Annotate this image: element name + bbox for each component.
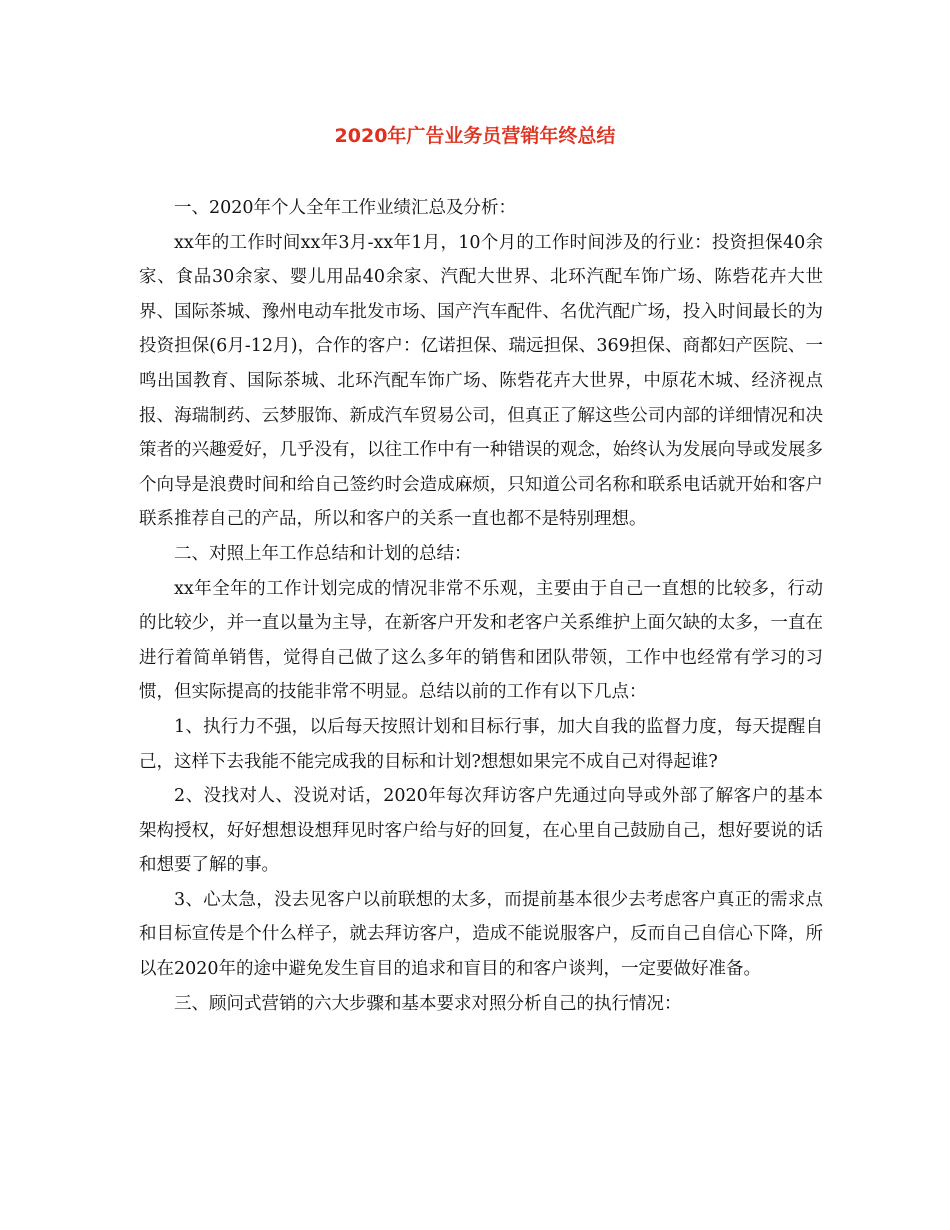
list-item: 2、没找对人、没说对话，2020年每次拜访客户先通过向导或外部了解客户的基本架构授权，好好想想设想拜见时客户给与好的回复，在心里自己鼓励自己，想好要说的话和想要了解的事。 xyxy=(139,786,823,876)
document-title: 2020年广告业务员营销年终总结 xyxy=(334,125,616,147)
document-body xyxy=(139,191,823,1021)
list-item: 1、执行力不强，以后每天按照计划和目标行事，加大自我的监督力度，每天提醒自己，这样下去我能不能完成我的目标和计划?想想如果完不成自己对得起谁? xyxy=(139,716,823,772)
section-heading-3: 三、顾问式营销的六大步骤和基本要求对照分析自己的执行情况： xyxy=(174,993,682,1014)
paragraph: xx年的工作时间xx年3月-xx年1月，10个月的工作时间涉及的行业：投资担保40余家、食品30余家、婴儿用品40余家、汽配大世界、北环汽配车饰广场、陈砦花卉大世界、国际茶城、豫州电动车批发市场、国产汽车配件、名优汽配广场，投入时间最长的为投资担保(6月-12月)，合作的客户：亿诺担保、瑞远担保、369担保、商都妇产医院、一鸣出国教育、国际茶城、北环汽配车饰广场、陈砦花卉大世界，中原花木城、经济视点报、海瑞制药、云梦服饰、新成汽车贸易公司，但真正了解这些公司内部的详细情况和决策者的兴趣爱好，几乎没有，以往工作中有一种错误的观念，始终认为发展向导或发展多个向导是浪费时间和给自己签约时会造成麻烦，只知道公司名称和联系电话就开始和客户联系推荐自己的产品，所以和客户的关系一直也都不是特别理想。 xyxy=(139,232,823,530)
paragraph: xx年全年的工作计划完成的情况非常不乐观，主要由于自己一直想的比较多，行动的比较少，并一直以量为主导，在新客户开发和老客户关系维护上面欠缺的太多，一直在进行着简单销售，觉得自己做了这么多年的销售和团队带领，工作中也经常有学习的习惯，但实际提高的技能非常不明显。总结以前的工作有以下几点： xyxy=(139,578,823,703)
section-heading-2: 二、对照上年工作总结和计划的总结： xyxy=(174,543,472,564)
section-heading-1: 一、2020年个人全年工作业绩汇总及分析： xyxy=(174,198,517,218)
list-item: 3、心太急，没去见客户以前联想的太多，而提前基本很少去考虑客户真正的需求点和目标宣传是个什么样子，就去拜访客户，造成不能说服客户，反而自己自信心下降，所以在2020年的途中避免发生盲目的追求和盲目的和客户谈判，一定要做好准备。 xyxy=(139,889,823,980)
